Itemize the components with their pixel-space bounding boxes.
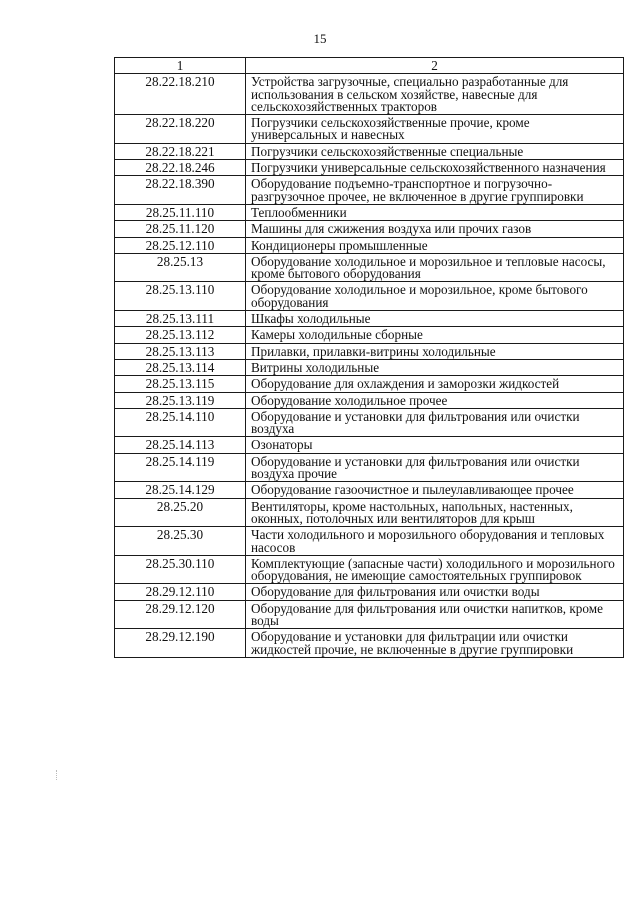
okpd2-code: 28.25.14.119 xyxy=(115,453,246,482)
table-row xyxy=(115,392,624,408)
table-row xyxy=(115,115,624,144)
item-description: Прилавки, прилавки-витрины холодильные xyxy=(246,343,624,359)
okpd2-code: 28.29.12.110 xyxy=(115,584,246,600)
item-description: Оборудование и установки для фильтрования или очистки воздуха прочие xyxy=(246,453,624,482)
item-description: Оборудование для охлаждения и заморозки жидкостей xyxy=(246,376,624,392)
column-header-code: 1 xyxy=(115,58,246,74)
table-row xyxy=(115,237,624,253)
table-row xyxy=(115,482,624,498)
okpd2-code: 28.25.13.111 xyxy=(115,311,246,327)
table-row xyxy=(115,584,624,600)
table-row xyxy=(115,555,624,584)
okpd2-code: 28.22.18.221 xyxy=(115,143,246,159)
okpd2-code: 28.22.18.246 xyxy=(115,160,246,176)
okpd2-code: 28.25.14.110 xyxy=(115,408,246,437)
page-number: 15 xyxy=(313,31,327,46)
table-row xyxy=(115,343,624,359)
item-description: Оборудование подъемно-транспортное и погрузочно-разгрузочное прочее, не включенное в другие группировки xyxy=(246,176,624,205)
item-description: Погрузчики универсальные сельскохозяйственного назначения xyxy=(246,160,624,176)
item-description: Машины для сжижения воздуха или прочих газов xyxy=(246,221,624,237)
table-row xyxy=(115,74,624,115)
table-row xyxy=(115,221,624,237)
item-description: Шкафы холодильные xyxy=(246,311,624,327)
table-header-row xyxy=(115,58,624,74)
table-row xyxy=(115,143,624,159)
item-description: Устройства загрузочные, специально разработанные для использования в сельском хозяйстве, навесные для сельскохозяйственных тракторов xyxy=(246,74,624,115)
item-description: Оборудование холодильное и морозильное, кроме бытового оборудования xyxy=(246,282,624,311)
item-description: Оборудование для фильтрования или очистки напитков, кроме воды xyxy=(246,600,624,629)
okpd2-code: 28.22.18.220 xyxy=(115,115,246,144)
table-row xyxy=(115,204,624,220)
table-row xyxy=(115,527,624,556)
okpd2-code: 28.25.30.110 xyxy=(115,555,246,584)
item-description: Комплектующие (запасные части) холодильного и морозильного оборудования, не имеющие самостоятельных группировок xyxy=(246,555,624,584)
table-row xyxy=(115,327,624,343)
table-row xyxy=(115,498,624,527)
table-row xyxy=(115,376,624,392)
okpd2-code: 28.25.13 xyxy=(115,253,246,282)
margin-mark xyxy=(56,770,58,780)
table-row xyxy=(115,253,624,282)
okpd2-code: 28.25.13.112 xyxy=(115,327,246,343)
okpd2-code: 28.25.13.115 xyxy=(115,376,246,392)
okpd2-code: 28.25.20 xyxy=(115,498,246,527)
table-row xyxy=(115,629,624,658)
okpd2-code: 28.25.14.129 xyxy=(115,482,246,498)
okpd2-code: 28.22.18.390 xyxy=(115,176,246,205)
okpd2-code: 28.25.13.110 xyxy=(115,282,246,311)
item-description: Кондиционеры промышленные xyxy=(246,237,624,253)
table-row xyxy=(115,600,624,629)
table-row xyxy=(115,408,624,437)
okpd2-code: 28.25.12.110 xyxy=(115,237,246,253)
okpd2-code: 28.25.11.110 xyxy=(115,204,246,220)
item-description: Оборудование для фильтрования или очистки воды xyxy=(246,584,624,600)
item-description: Оборудование и установки для фильтрования или очистки воздуха xyxy=(246,408,624,437)
table-row xyxy=(115,359,624,375)
item-description: Вентиляторы, кроме настольных, напольных, настенных, оконных, потолочных или вентиляторов для крыш xyxy=(246,498,624,527)
okpd2-code: 28.25.13.114 xyxy=(115,359,246,375)
okpd2-code: 28.25.11.120 xyxy=(115,221,246,237)
classifier-table xyxy=(114,57,624,658)
item-description: Витрины холодильные xyxy=(246,359,624,375)
item-description: Озонаторы xyxy=(246,437,624,453)
okpd2-code: 28.25.13.113 xyxy=(115,343,246,359)
item-description: Камеры холодильные сборные xyxy=(246,327,624,343)
okpd2-code: 28.29.12.190 xyxy=(115,629,246,658)
column-header-description: 2 xyxy=(246,58,624,74)
table-row xyxy=(115,282,624,311)
okpd2-code: 28.25.30 xyxy=(115,527,246,556)
table-row xyxy=(115,160,624,176)
item-description: Теплообменники xyxy=(246,204,624,220)
item-description: Оборудование и установки для фильтрации или очистки жидкостей прочие, не включенные в другие группировки xyxy=(246,629,624,658)
table-body xyxy=(115,74,624,658)
table-row xyxy=(115,311,624,327)
okpd2-code: 28.29.12.120 xyxy=(115,600,246,629)
item-description: Оборудование холодильное прочее xyxy=(246,392,624,408)
item-description: Оборудование холодильное и морозильное и тепловые насосы, кроме бытового оборудования xyxy=(246,253,624,282)
item-description: Оборудование газоочистное и пылеулавливающее прочее xyxy=(246,482,624,498)
okpd2-code: 28.25.13.119 xyxy=(115,392,246,408)
table-row xyxy=(115,453,624,482)
item-description: Части холодильного и морозильного оборудования и тепловых насосов xyxy=(246,527,624,556)
okpd2-code: 28.25.14.113 xyxy=(115,437,246,453)
item-description: Погрузчики сельскохозяйственные специальные xyxy=(246,143,624,159)
table-row xyxy=(115,437,624,453)
table-row xyxy=(115,176,624,205)
item-description: Погрузчики сельскохозяйственные прочие, кроме универсальных и навесных xyxy=(246,115,624,144)
okpd2-code: 28.22.18.210 xyxy=(115,74,246,115)
